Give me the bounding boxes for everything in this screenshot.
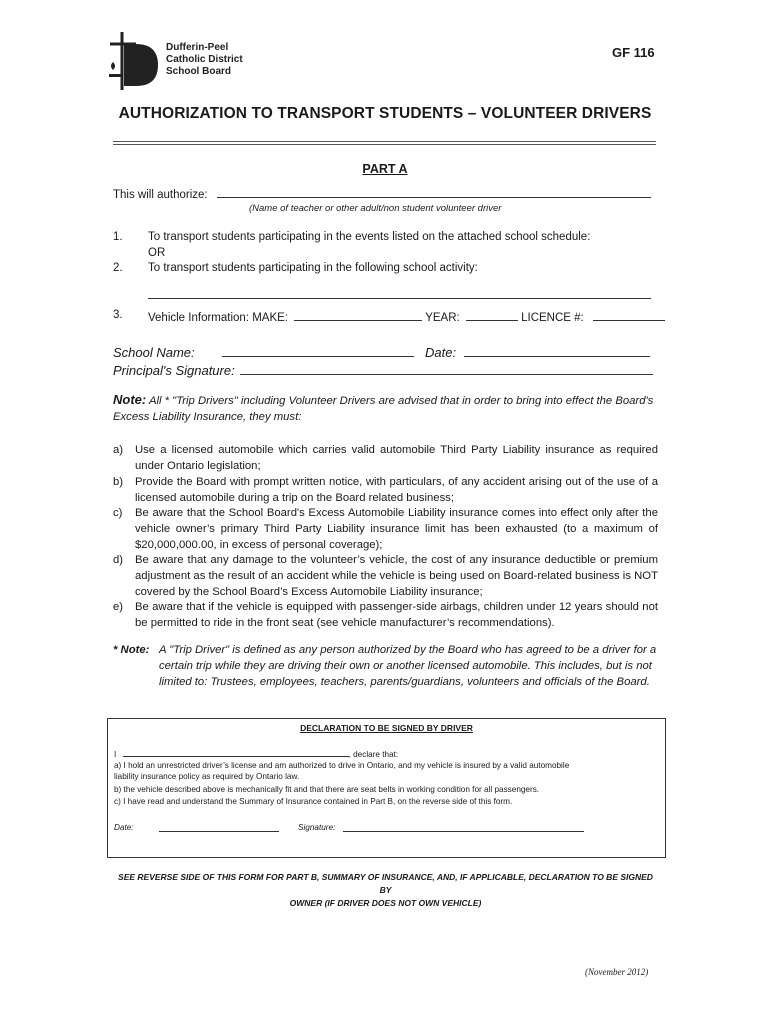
item1-text: To transport students participating in the events listed on the attached school schedule: [148, 231, 591, 243]
school-board-logo [106, 32, 158, 90]
list-item [113, 599, 658, 631]
list-item-text: Use a licensed automobile which carries valid automobile Third Party Liability insurance as required under Ontario legislation; [135, 444, 658, 472]
note-lead: Note: [113, 392, 147, 407]
authorize-label: This will authorize: [113, 189, 208, 201]
title-divider [113, 141, 656, 145]
list-item-label: b) [113, 476, 124, 488]
item1-num: 1. [113, 231, 123, 243]
school-name-label: School Name: [113, 345, 195, 360]
driver-declaration-box [107, 718, 666, 858]
org-name-line: Catholic District [166, 54, 243, 65]
declaration-suffix: , declare that: [348, 750, 399, 759]
cross-d-logo-icon [106, 32, 158, 90]
principal-signature-field[interactable] [240, 362, 653, 375]
org-name-line: School Board [166, 66, 232, 77]
list-item [113, 552, 658, 600]
declaration-signature-field[interactable] [343, 822, 584, 832]
vehicle-year-field[interactable] [466, 309, 518, 321]
school-activity-field[interactable] [148, 287, 651, 299]
item2-num: 2. [113, 262, 123, 274]
authorize-row [113, 186, 651, 201]
principal-signature-label: Principal's Signature: [113, 363, 235, 378]
revision-date: (November 2012) [585, 967, 649, 977]
list-item [113, 474, 658, 506]
list-item-text: Provide the Board with prompt written notice, with particulars, of any accident arising out of the use of a licensed automobile during a trip on the Board related business; [135, 476, 658, 504]
declaration-name-field[interactable] [123, 748, 349, 757]
org-name-line: Dufferin-Peel [166, 42, 229, 53]
or-text: OR [148, 247, 166, 259]
trip-note-text: A "Trip Driver" is defined as any person authorized by the Board who has agreed to be a driver for a certain trip while they are driving their own or another licensed automobile. This includes, but is not limited to: Trustees, employees, teachers, parents/guardians, volunteers and officials of the Board. [159, 644, 657, 688]
vehicle-year-label: YEAR: [425, 312, 460, 324]
list-item-label: e) [113, 601, 124, 613]
reverse-side-note-line: SEE REVERSE SIDE OF THIS FORM FOR PART B, SUMMARY OF INSURANCE, AND, IF APPLICABLE, DECLARATION TO BE SIGNED BY [118, 872, 653, 895]
note-text: All * "Trip Drivers" including Volunteer Drivers are advised that in order to bring into effect the Board's Excess Liability Insurance, they must: [113, 395, 654, 423]
trip-note-lead: * Note: [113, 644, 150, 656]
authorize-name-field[interactable] [217, 186, 651, 198]
item2-text: To transport students participating in the following school activity: [148, 262, 478, 274]
vehicle-make-label: Vehicle Information: MAKE: [148, 312, 288, 324]
list-item [113, 505, 658, 553]
date-label: Date: [425, 345, 457, 360]
list-item-label: d) [113, 554, 124, 566]
part-a-heading: PART A [362, 162, 408, 176]
declaration-line-a2: liability insurance policy as required by Ontario law. [114, 772, 300, 781]
declaration-i-label: I [114, 750, 117, 759]
form-code: GF 116 [612, 45, 655, 60]
item3-num: 3. [113, 309, 123, 321]
declaration-title: DECLARATION TO BE SIGNED BY DRIVER [300, 723, 473, 733]
school-activity-line [148, 287, 651, 299]
reverse-side-note-line: OWNER (IF DRIVER DOES NOT OWN VEHICLE) [289, 898, 482, 908]
list-item-text: Be aware that any damage to the volunteer’s vehicle, the cost of any insurance deductible or premium adjustment as the result of an accident while the vehicle is being used on Board-related business is NOT covered by the School Board’s Excess Automobile Liability insurance; [135, 554, 658, 598]
list-item [113, 442, 658, 474]
trip-driver-note [113, 642, 658, 690]
declaration-signature-label: Signature: [298, 823, 336, 832]
form-title: AUTHORIZATION TO TRANSPORT STUDENTS – VOLUNTEER DRIVERS [118, 105, 652, 122]
date-field[interactable] [464, 344, 650, 357]
school-board-name [166, 42, 243, 78]
declaration-date-label: Date: [114, 823, 134, 832]
reverse-side-note [113, 871, 658, 910]
declaration-name-row [114, 748, 398, 760]
declaration-line-c: c) I have read and understand the Summary of Insurance contained in Part B, on the reverse side of this form. [114, 797, 513, 806]
authorize-hint: (Name of teacher or other adult/non student volunteer driver [249, 203, 502, 214]
school-name-field[interactable] [222, 344, 414, 357]
drivers-note [113, 392, 658, 425]
school-name-row [113, 344, 414, 360]
vehicle-licence-field[interactable] [593, 309, 665, 321]
list-item-label: c) [113, 507, 123, 519]
list-item-label: a) [113, 444, 124, 456]
vehicle-make-field[interactable] [294, 309, 422, 321]
principal-signature-row [113, 362, 653, 378]
vehicle-info-row [148, 309, 665, 324]
vehicle-licence-label: LICENCE #: [521, 312, 584, 324]
list-item-text: Be aware that if the vehicle is equipped with passenger-side airbags, children under 12 years should not be permitted to ride in the front seat (see vehicle manufacturer’s recommendations). [135, 601, 658, 629]
date-row [425, 344, 650, 360]
list-item-text: Be aware that the School Board's Excess Automobile Liability insurance comes into effect only after the vehicle owner’s primary Third Party Liability insurance limit has been exhausted (to a maximum of $20,000,000.00, in excess of personal coverage); [135, 507, 658, 551]
declaration-line-a1: a) I hold an unrestricted driver’s license and am authorized to drive in Ontario, and my vehicle is insured by a valid automobile [114, 761, 570, 770]
declaration-date-field[interactable] [159, 822, 279, 832]
declaration-line-b: b) the vehicle described above is mechanically fit and that there are seat belts in working condition for all passengers. [114, 785, 540, 794]
